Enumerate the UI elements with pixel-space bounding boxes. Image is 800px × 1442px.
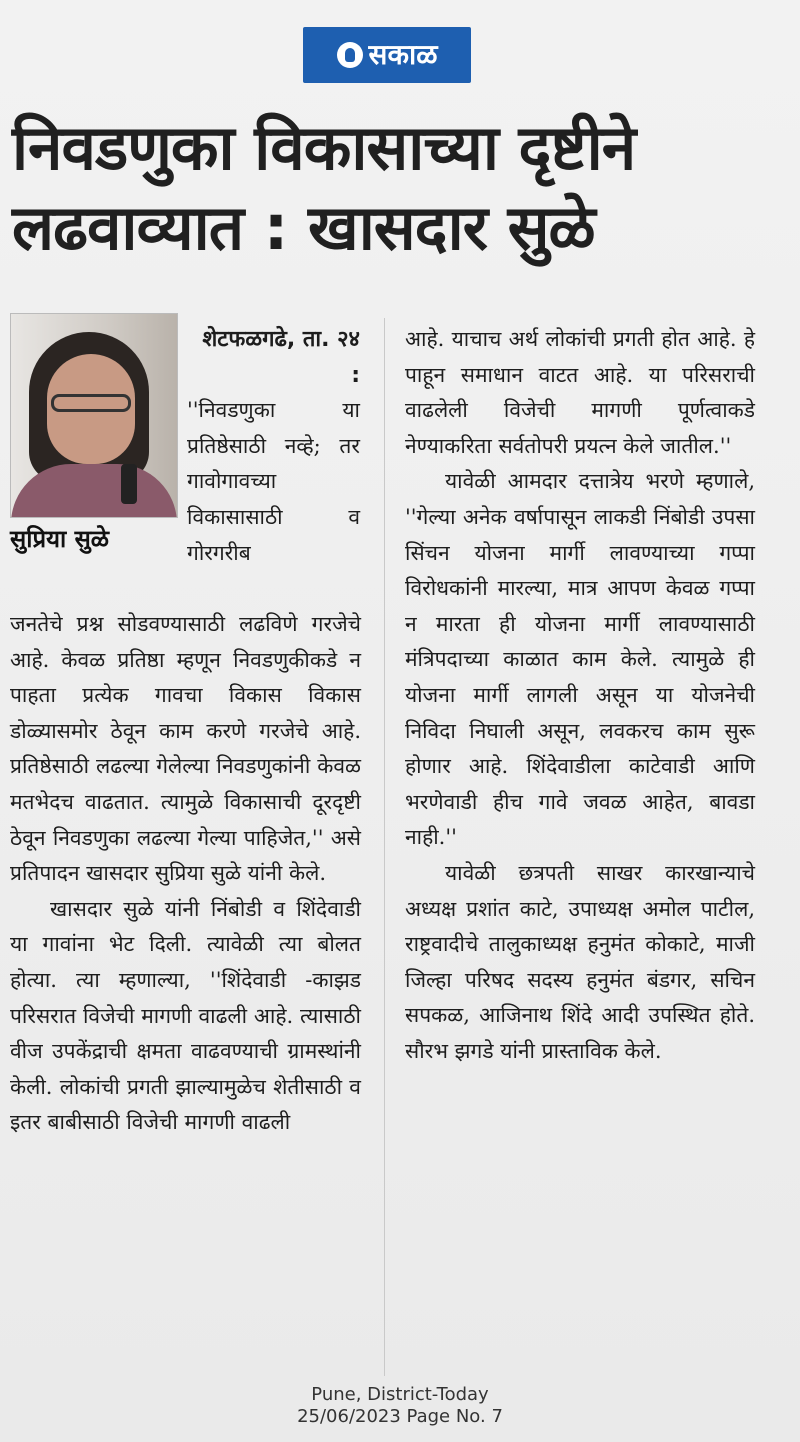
- dateline: शेटफळगढे, ता. २४ :: [202, 327, 360, 388]
- article-column-a: [187, 322, 360, 571]
- headline: निवडणुका विकासाच्या दृष्टीने लढवाव्यात : खासदार सुळे: [12, 111, 636, 264]
- sakal-mark-icon: [337, 42, 363, 68]
- article-column-b: [10, 607, 361, 1141]
- date-page-label: 25/06/2023 Page No. 7: [297, 1406, 503, 1427]
- photo-caption: सुप्रिया सुळे: [10, 525, 110, 553]
- article-paragraph-b2: खासदार सुळे यांनी निंबोडी व शिंदेवाडी या गावांना भेट दिली. त्यावेळी त्या बोलत होत्या. त्या म्हणाल्या, ''शिंदेवाडी -काझड परिसरात विजेची मागणी वाढली आहे. त्यासाठी वीज उपकेंद्राची क्षमता वाढवण्याची ग्रामस्थांनी केली. लोकांची प्रगती झाल्यामुळेच शेतीसाठी व इतर बाबीसाठी विजेची मागणी वाढली: [10, 896, 361, 1135]
- article-paragraph-c3: यावेळी छत्रपती साखर कारखान्याचे अध्यक्ष प्रशांत काटे, उपाध्यक्ष अमोल पाटील, राष्ट्रवादीचे तालुकाध्यक्ष हनुमंत कोकाटे, माजी जिल्हा परिषद सदस्य हनुमंत बंडगर, सचिन सपकळ, आजिनाथ शिंदे आदी उपस्थित होते. सौरभ झगडे यांनी प्रास्ताविक केले.: [405, 860, 755, 1063]
- column-divider: [384, 318, 385, 1376]
- microphone-icon: [121, 464, 137, 504]
- logo-text: सकाळ: [368, 38, 438, 71]
- article-paragraph-c1: आहे. याचाच अर्थ लोकांची प्रगती होत आहे. हे पाहून समाधान वाटत आहे. या परिसराची वाढलेली विजेची मागणी पूर्णत्वाकडे नेण्याकरिता सर्वतोपरी प्रयत्न केले जातील.'': [405, 327, 755, 458]
- article-paragraph-a: ''निवडणुका या प्रतिष्ठेसाठी नव्हे; तर गावोगावच्या विकासासाठी व गोरगरीब: [187, 398, 360, 565]
- article-paragraph-b1: जनतेचे प्रश्न सोडवण्यासाठी लढविणे गरजेचे आहे. केवळ प्रतिष्ठा म्हणून निवडणुकीकडे न पाहता प्रत्येक गावचा विकास विकास डोळ्यासमोर ठेवून काम करणे गरजेचे आहे. प्रतिष्ठेसाठी लढल्या गेलेल्या निवडणुकांनी केवळ मतभेदच वाढतात. त्यामुळे विकासाची दूरदृष्टी ठेवून निवडणुका लढल्या गेल्या पाहिजेत,'' असे प्रतिपादन खासदार सुप्रिया सुळे यांनी केले.: [10, 612, 361, 886]
- edition-label: Pune, District-Today: [311, 1384, 489, 1405]
- clipping-footer: [0, 1384, 800, 1428]
- author-photo: [10, 313, 178, 518]
- article-paragraph-c2: यावेळी आमदार दत्तात्रेय भरणे म्हणाले, ''गेल्या अनेक वर्षापासून लाकडी निंबोडी उपसा सिंचन योजना मार्गी लावण्याच्या गप्पा विरोधकांनी मारल्या, मात्र आपण केवळ गप्पा न मारता ही योजना मार्गी लावण्यासाठी मंत्रिपदाच्या काळात काम केले. त्यामुळे ही योजना मार्गी लागली असून या योजनेची निविदा निघाली असून, लवकरच काम सुरू होणार आहे. शिंदेवाडीला काटेवाडी आणि भरणेवाडी हीच गावे जवळ आहेत, बावडा नाही.'': [405, 469, 755, 850]
- masthead-logo: [303, 27, 471, 83]
- article-column-c: [405, 322, 755, 1069]
